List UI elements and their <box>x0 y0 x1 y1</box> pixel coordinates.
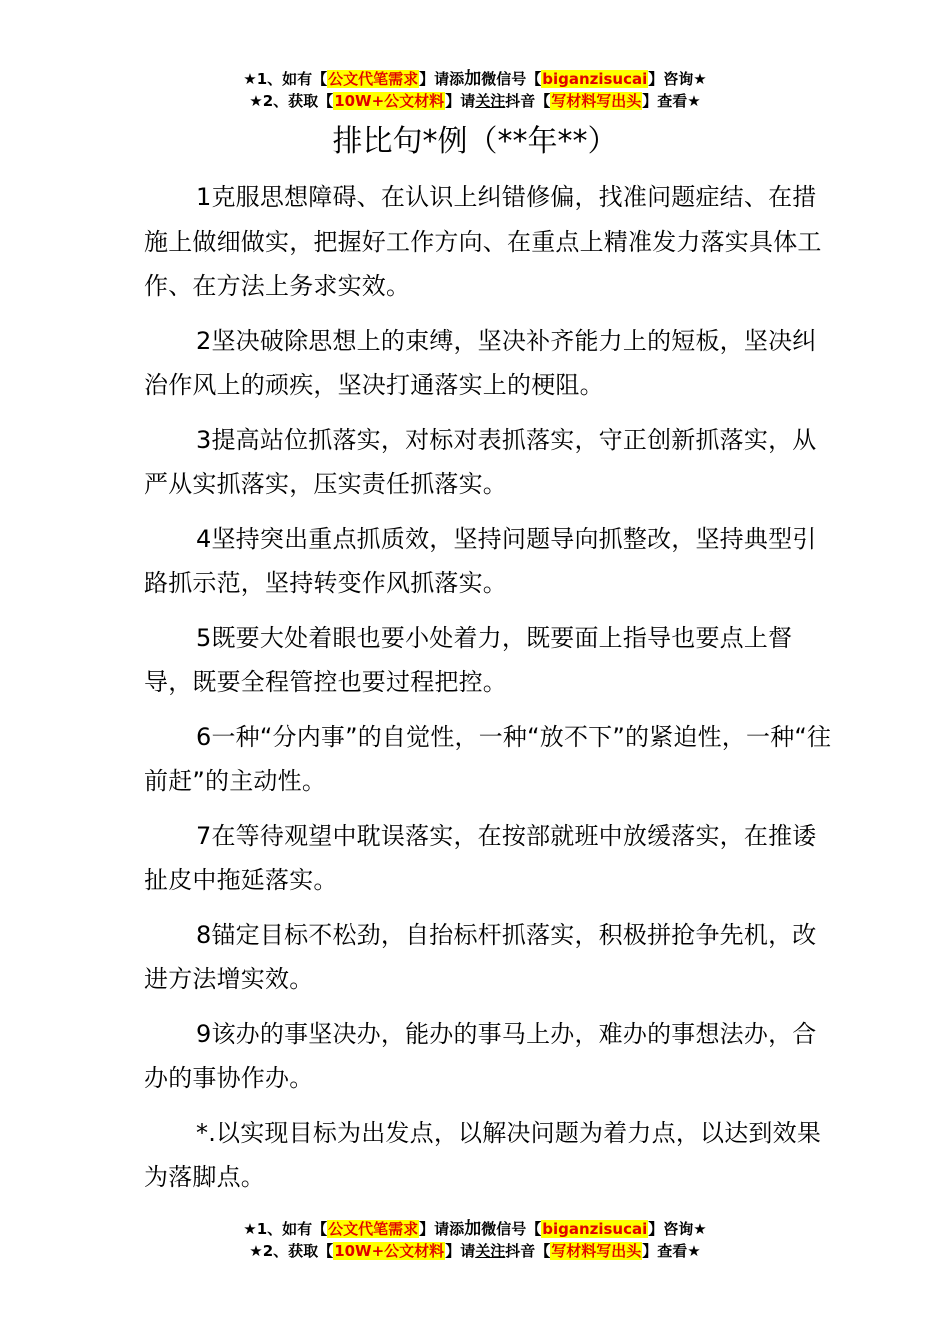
wechat-id-highlight: biganzisucai <box>542 1220 648 1238</box>
banner-text: 】请 <box>445 92 476 110</box>
banner-text: 】查看★ <box>642 92 701 110</box>
footer-banner <box>0 1218 950 1262</box>
highlight-text: 10W+公文材料 <box>334 92 445 110</box>
banner-text: 】咨询★ <box>648 70 707 88</box>
document-title: 排比句*例（**年**） <box>332 124 618 159</box>
banner-line-2 <box>0 90 950 112</box>
paragraph-4: 4坚持突出重点抓质效，坚持问题导向抓整改，坚持典型引路抓示范，坚持转变作风抓落实。 <box>144 524 817 597</box>
banner-text: ★2、获取【 <box>249 1242 334 1260</box>
banner-text: 加 <box>464 69 482 89</box>
banner-text: 关注 <box>475 1242 506 1260</box>
document-body <box>144 175 834 1210</box>
highlight-text: 公文代笔需求 <box>328 1220 419 1238</box>
banner-line-2 <box>0 1240 950 1262</box>
banner-text: 抖音【 <box>505 1242 551 1260</box>
highlight-text: 公文代笔需求 <box>328 70 419 88</box>
banner-text: 微信号【 <box>481 70 542 88</box>
paragraph-8: 8锚定目标不松劲，自抬标杆抓落实，积极拼抢争先机，改进方法增实效。 <box>144 920 817 993</box>
wechat-id-highlight: biganzisucai <box>542 70 648 88</box>
banner-text: 】请 <box>445 1242 476 1260</box>
banner-line-1 <box>0 1218 950 1240</box>
banner-text: 加 <box>464 1219 482 1239</box>
paragraph-1: 1克服思想障碍、在认识上纠错修偏，找准问题症结、在措施上做细做实，把握好工作方向、在重点上精准发力落实具体工作、在方法上务求实效。 <box>144 183 822 300</box>
douyin-id-highlight: 写材料写出头 <box>551 92 642 110</box>
banner-text: ★1、如有【 <box>243 70 328 88</box>
paragraph-5: 5既要大处着眼也要小处着力，既要面上指导也要点上督导，既要全程管控也要过程把控。 <box>144 623 793 696</box>
highlight-text: 10W+公文材料 <box>334 1242 445 1260</box>
banner-text: ★2、获取【 <box>249 92 334 110</box>
paragraph-10: *.以实现目标为出发点，以解决问题为着力点，以达到效果为落脚点。 <box>144 1118 822 1191</box>
banner-text: 】查看★ <box>642 1242 701 1260</box>
banner-text: 关注 <box>475 92 506 110</box>
banner-text: 微信号【 <box>481 1220 542 1238</box>
paragraph-3: 3提高站位抓落实，对标对表抓落实，守正创新抓落实，从严从实抓落实，压实责任抓落实。 <box>144 425 817 498</box>
paragraph-7: 7在等待观望中耽误落实，在按部就班中放缓落实，在推诿扯皮中拖延落实。 <box>144 821 817 894</box>
banner-text: 】咨询★ <box>648 1220 707 1238</box>
header-banner <box>0 68 950 112</box>
banner-text: 】请添 <box>419 1220 465 1238</box>
paragraph-6: 6一种“分内事”的自觉性，一种“放不下”的紧迫性，一种“往前赶”的主动性。 <box>144 722 832 795</box>
banner-line-1 <box>0 68 950 90</box>
banner-text: 】请添 <box>419 70 465 88</box>
paragraph-9: 9该办的事坚决办，能办的事马上办，难办的事想法办，合办的事协作办。 <box>144 1019 817 1092</box>
banner-text: 抖音【 <box>505 92 551 110</box>
douyin-id-highlight: 写材料写出头 <box>551 1242 642 1260</box>
banner-text: ★1、如有【 <box>243 1220 328 1238</box>
paragraph-2: 2坚决破除思想上的束缚，坚决补齐能力上的短板，坚决纠治作风上的顽疾，坚决打通落实上的梗阻。 <box>144 326 817 399</box>
